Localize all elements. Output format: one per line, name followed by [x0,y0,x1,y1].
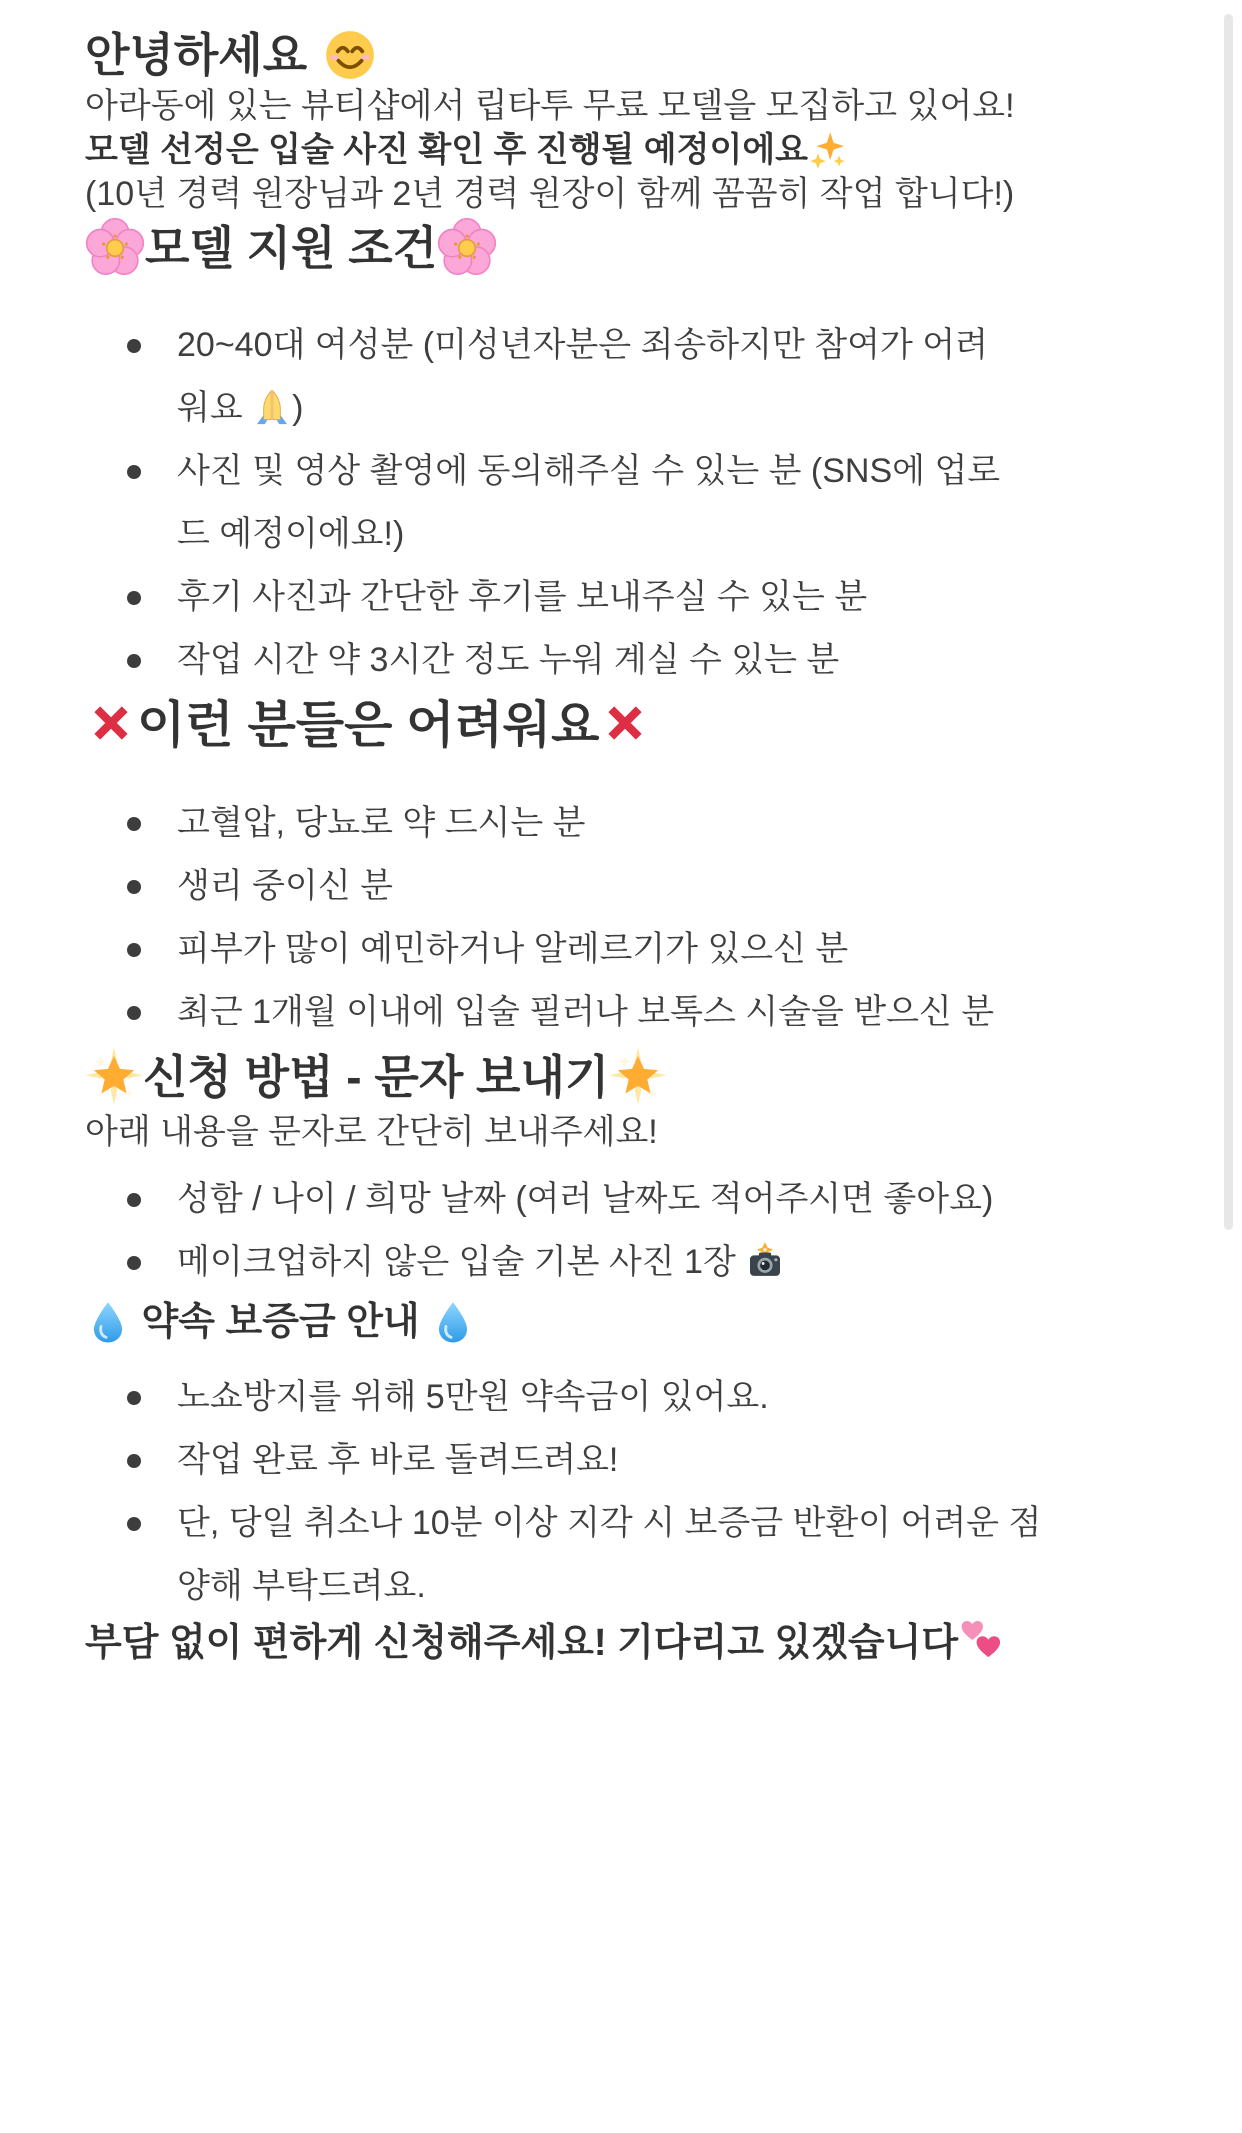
text-run: 고혈압, 당뇨로 약 드시는 분 [177,804,586,842]
text-run: 안녕하세요 [85,29,320,81]
selection-notice [85,128,1182,172]
experience-note [85,172,1182,216]
list-item [177,855,1182,918]
text-run: 노쇼방지를 위해 5만원 약속금이 있어요. [177,1378,769,1416]
text-run: 작업 완료 후 바로 돌려드려요! [177,1441,619,1479]
smiling-face-emoji-icon [324,29,376,81]
closing-message [85,1618,1182,1667]
text-run: 후기 사진과 간단한 후기를 보내주실 수 있는 분 [177,578,868,616]
deposit-heading [85,1294,1182,1350]
text-run: 작업 시간 약 3시간 정도 누워 계실 수 있는 분 [177,641,840,679]
apply-list [85,1168,1182,1294]
text-run: 드 예정이에요!) [177,515,405,553]
text-run: (10년 경력 원장님과 2년 경력 원장이 함께 꼼꼼히 작업 합니다!) [85,175,1015,213]
text-run: 아라동에 있는 뷰티샵에서 립타투 무료 모델을 모집하고 있어요! [85,87,1015,125]
list-item [177,1168,1182,1231]
list-item [177,1429,1182,1492]
list-item [177,792,1182,855]
list-item [177,1366,1182,1429]
text-run: 아래 내용을 문자로 간단히 보내주세요! [85,1113,658,1151]
list-item [177,1492,1182,1618]
text-run: 최근 1개월 이내에 입술 필러나 보톡스 시술을 받으신 분 [177,993,995,1031]
list-item [177,1231,1182,1294]
text-run: 신청 방법 - 문자 보내기 [143,1051,610,1103]
text-run: 약속 보증금 안내 [131,1301,431,1343]
intro-paragraph [85,84,1182,128]
glowing-star-emoji-icon [609,1047,667,1105]
list-item [177,440,1182,566]
text-run: 부담 없이 편하게 신청해주세요! 기다리고 있겠습니다 [85,1622,959,1664]
cross-mark-emoji-icon [85,697,137,749]
list-item [177,314,1182,440]
exclusions-list [85,792,1182,1044]
scrollbar-thumb[interactable] [1224,14,1233,1230]
text-run: 단, 당일 취소나 10분 이상 지각 시 보증금 반환이 어려운 점 [177,1504,1042,1542]
text-run: 20~40대 여성분 (미성년자분은 죄송하지만 참여가 어려 [177,326,988,364]
text-run: 이런 분들은 어려워요 [137,697,600,753]
water-drop-emoji-icon [430,1299,476,1345]
deposit-list [85,1366,1182,1618]
conditions-list [85,314,1182,692]
list-item [177,918,1182,981]
text-run: 사진 및 영상 촬영에 동의해주실 수 있는 분 (SNS에 업로 [177,452,1001,490]
sparkles-emoji-icon [808,130,848,170]
text-run: 양해 부탁드려요. [177,1567,426,1605]
greeting-heading [85,26,1182,84]
text-run: 피부가 많이 예민하거나 알레르기가 있으신 분 [177,930,849,968]
text-run: 성함 / 나이 / 희망 날짜 (여러 날짜도 적어주시면 좋아요) [177,1180,994,1218]
conditions-heading [85,216,1182,280]
cross-mark-emoji-icon [599,697,651,749]
two-hearts-emoji-icon [958,1618,1004,1664]
list-item [177,566,1182,629]
cherry-blossom-emoji-icon [85,218,145,278]
list-item [177,629,1182,692]
apply-instruction [85,1110,1182,1154]
text-run: 메이크업하지 않은 입술 기본 사진 1장 [177,1243,746,1281]
cherry-blossom-emoji-icon [437,218,497,278]
water-drop-emoji-icon [85,1299,131,1345]
text-run: 워요 [177,389,253,427]
text-run: ) [292,389,304,427]
apply-heading [85,1044,1182,1110]
folded-hands-emoji-icon [252,388,292,428]
glowing-star-emoji-icon [85,1047,143,1105]
exclusions-heading [85,692,1182,758]
text-run: 생리 중이신 분 [177,867,393,905]
list-item [177,981,1182,1044]
camera-flash-emoji-icon [745,1242,785,1282]
text-run: 모델 지원 조건 [145,222,438,274]
text-run: 모델 선정은 입술 사진 확인 후 진행될 예정이에요 [85,131,809,169]
